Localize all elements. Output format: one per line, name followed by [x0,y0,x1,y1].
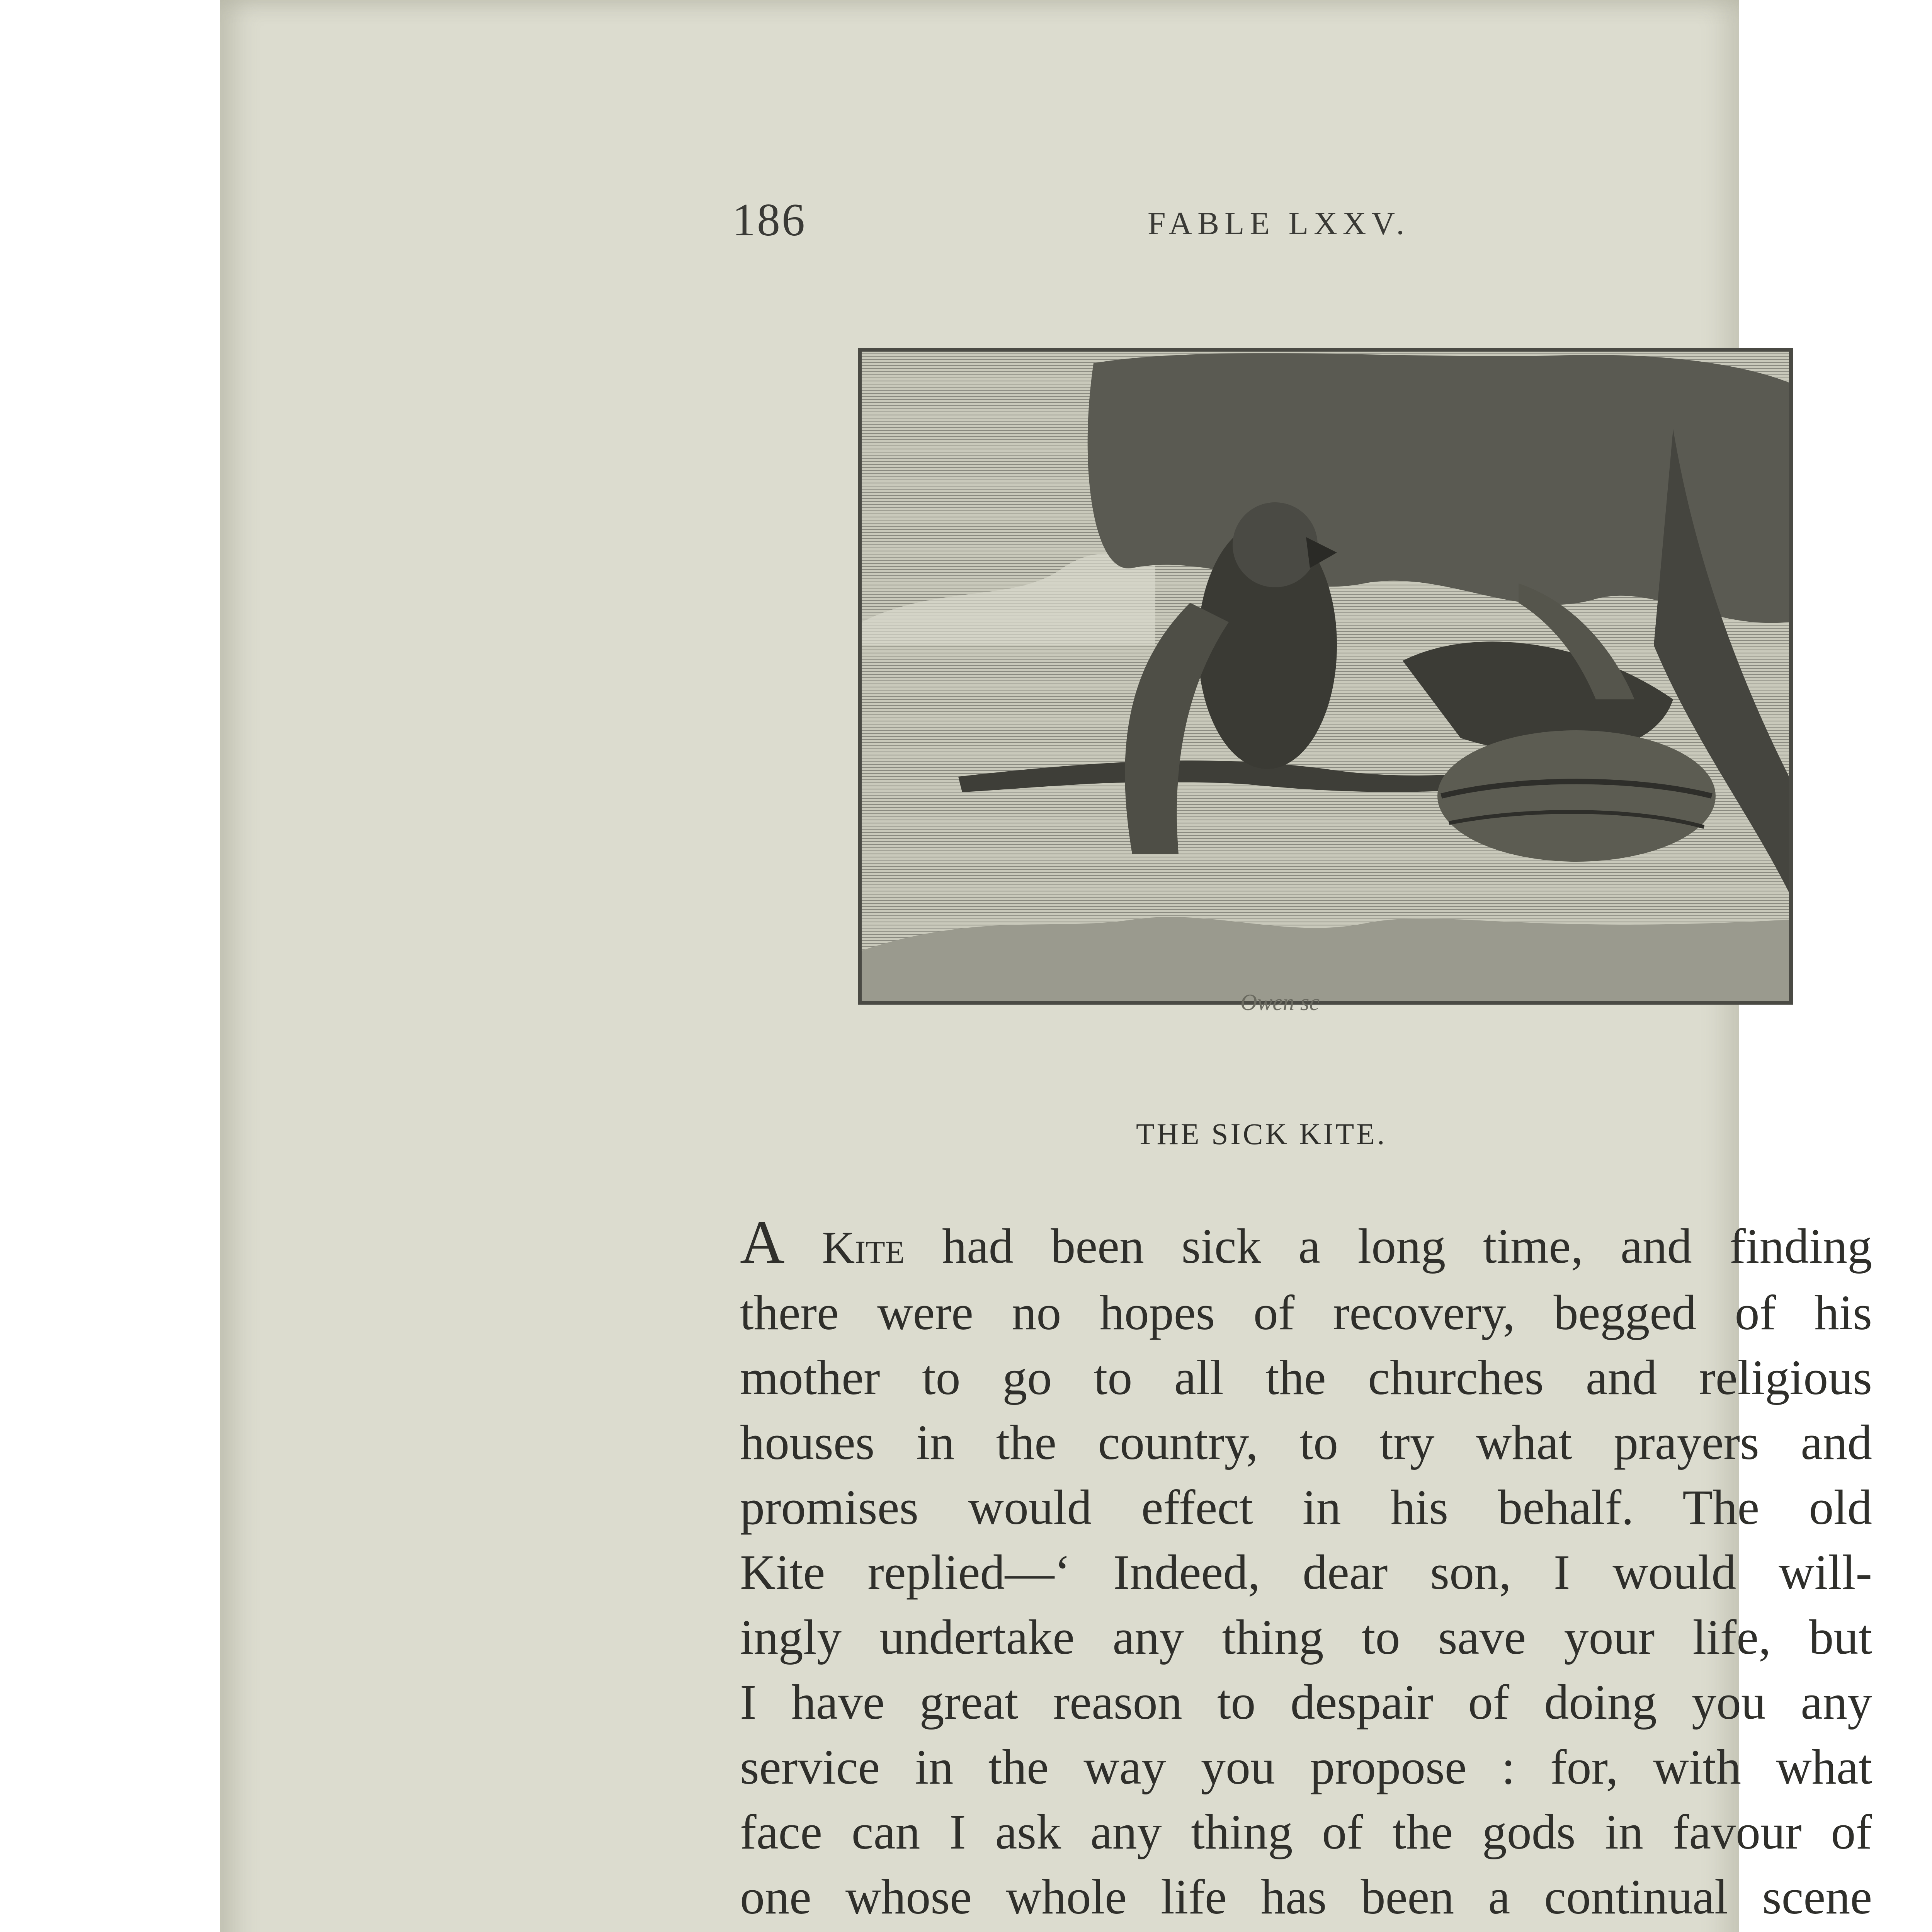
first-line-rest: had been sick a long time, and finding [942,1219,1872,1274]
fable-line: face can I ask any thing of the gods in favour of [740,1804,1872,1859]
fable-line: promises would effect in his behalf. The old [740,1480,1872,1535]
page-number: 186 [732,194,806,245]
running-head: FABLE LXXV. [1148,206,1410,242]
engraver-signature: Owen sc [1240,990,1320,1015]
two-kites-nest-image [862,352,1789,1001]
fable-body [740,1209,1872,1932]
fable-line: one whose whole life has been a continual scene [740,1869,1872,1924]
first-word: Kite [822,1222,905,1273]
fable-line: service in the way you propose : for, with what [740,1740,1872,1794]
engraving-illustration [858,348,1793,1005]
fable-line: I have great reason to despair of doing you any [740,1675,1872,1730]
fable-line [740,1209,1872,1280]
drop-cap: A [740,1208,785,1276]
fable-line: houses in the country, to try what prayers and [740,1415,1872,1470]
fable-line: ingly undertake any thing to save your life, but [740,1610,1872,1665]
fable-title: THE SICK KITE. [1136,1117,1387,1151]
fable-line [740,1929,1872,1932]
fable-line: Kite replied—‘ Indeed, dear son, I would will- [740,1545,1872,1600]
fable-line: there were no hopes of recovery, begged of his [740,1285,1872,1340]
book-page [220,0,1872,1932]
fable-line: mother to go to all the churches and religious [740,1350,1872,1405]
